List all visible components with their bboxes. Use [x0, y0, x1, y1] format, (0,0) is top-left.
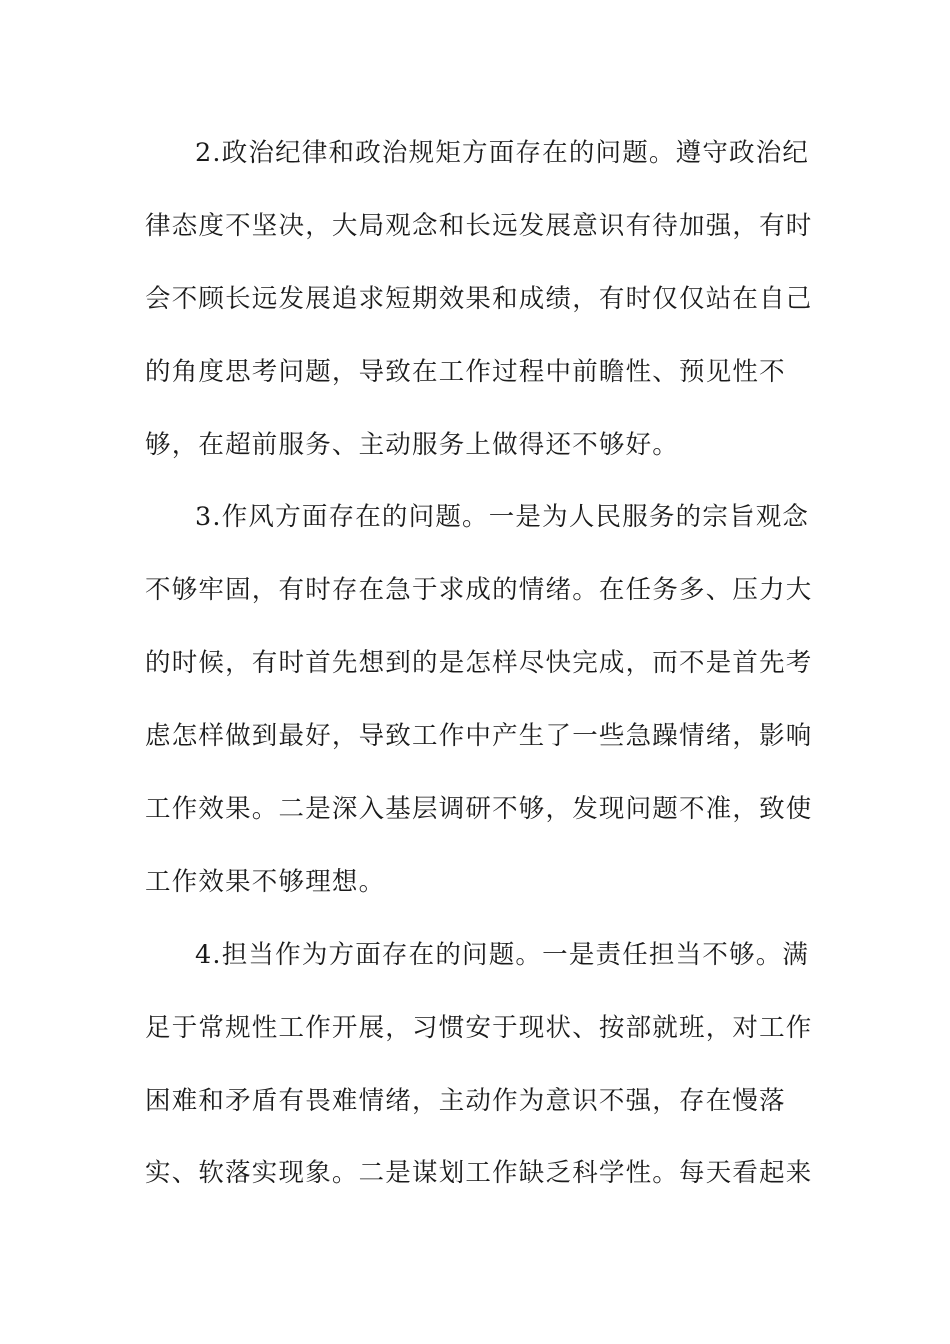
text-line: 会不顾长远发展追求短期效果和成绩，有时仅仅站在自己 — [145, 283, 813, 314]
text-line: 实、软落实现象。二是谋划工作缺乏科学性。每天看起来 — [145, 1158, 813, 1189]
text-line: 2.政治纪律和政治规矩方面存在的问题。遵守政治纪 — [195, 138, 810, 168]
text-line: 不够牢固，有时存在急于求成的情绪。在任务多、压力大 — [145, 575, 813, 606]
text-line: 工作效果。二是深入基层调研不够，发现问题不准，致使 — [145, 794, 813, 825]
text-line: 足于常规性工作开展，习惯安于现状、按部就班，对工作 — [145, 1012, 813, 1043]
text-line: 虑怎样做到最好，导致工作中产生了一些急躁情绪，影响 — [145, 721, 813, 752]
paragraph-responsibility — [145, 930, 813, 1222]
text-line: 困难和矛盾有畏难情绪，主动作为意识不强，存在慢落 — [145, 1085, 786, 1116]
document-body — [145, 128, 813, 1221]
text-line: 的时候，有时首先想到的是怎样尽快完成，而不是首先考 — [145, 648, 813, 679]
text-line: 3.作风方面存在的问题。一是为人民服务的宗旨观念 — [195, 502, 810, 533]
paragraph-political-discipline — [145, 128, 813, 492]
text-line: 够，在超前服务、主动服务上做得还不够好。 — [145, 429, 680, 460]
text-line: 工作效果不够理想。 — [145, 866, 386, 897]
paragraph-work-style — [145, 492, 813, 929]
text-line: 的角度思考问题，导致在工作过程中前瞻性、预见性不 — [145, 356, 786, 387]
text-line: 4.担当作为方面存在的问题。一是责任担当不够。满 — [195, 939, 810, 970]
text-line: 律态度不坚决，大局观念和长远发展意识有待加强，有时 — [145, 210, 813, 241]
